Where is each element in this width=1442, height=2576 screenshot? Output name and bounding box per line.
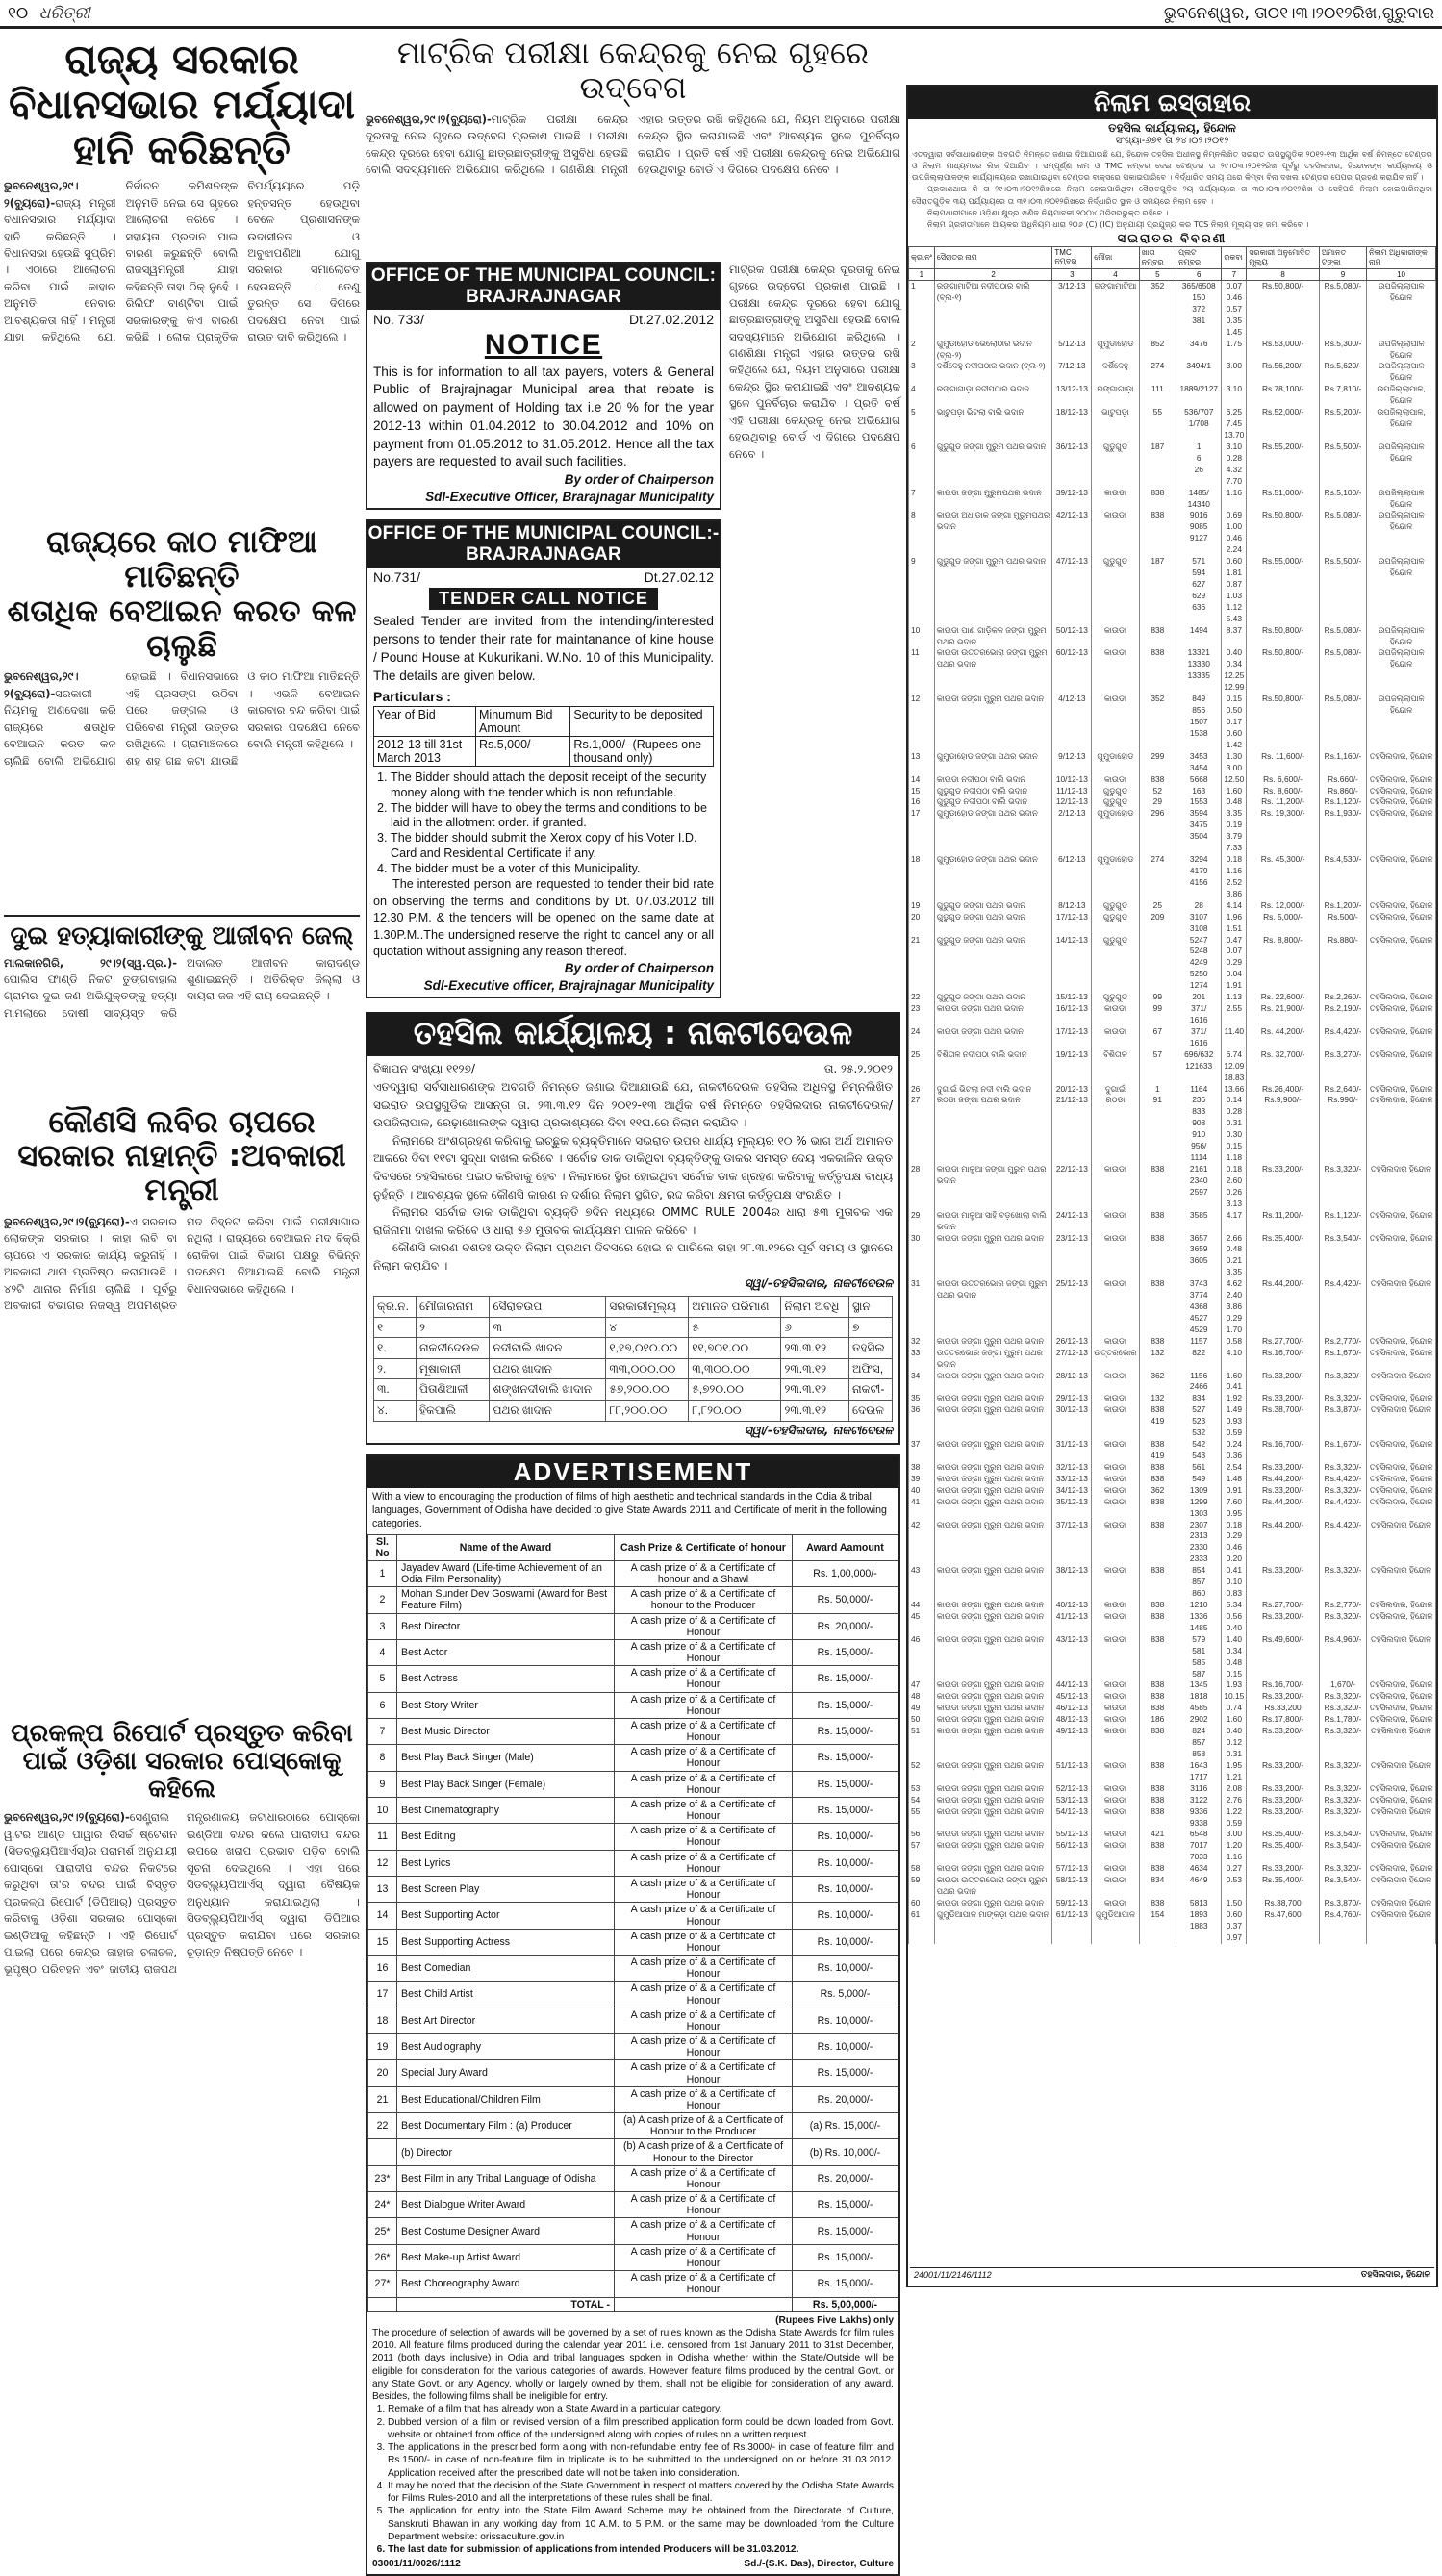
right-column	[906, 37, 1438, 2280]
notice-date: ତା. ୨୫.୨.୨୦୧୨	[823, 1062, 893, 1076]
signatory: Sdl-Executive officer, Brajrajnagar Municipality	[423, 977, 714, 993]
table-row: 13 Best Screen Play A cash prize of & a Certificate of Honour Rs. 10,000/-	[368, 1877, 898, 1903]
table-row: 3 ଦର୍ଶିଦେହୁ ନଦୀପଠାର ଭଦାନ (ବ୍ଲ-୨) 7/12-13 ଦର୍ଶିଦେହୁ 274 3494/1 3.00 Rs.56,200/- Rs.5,620/- ଉପଜିଲ୍ଲାପାଳ ହିନ୍ଦୋଳ	[909, 361, 1436, 384]
article-body: ଭୁବନେଶ୍ୱର,୨୯।୨(ବ୍ୟୁରୋ)-ମାଟ୍ରିକ ପରୀକ୍ଷା କେନ୍ଦ୍ର ଦୂରତାକୁ ନେଇ ଗୃହରେ ଉଦ୍‌ବେଗ ପ୍ରକାଶ ପାଇଛି । ପରୀକ୍ଷା କେନ୍ଦ୍ର ଦୂରରେ ହେବା ଯୋଗୁ ଛାତ୍ରଛାତ୍ରୀଙ୍କୁ ଅସୁବିଧା ହେଉଛି ବୋଲି ସଦସ୍ୟମାନେ ଅଭିଯୋଗ କରିଥିଲେ । ଗଣଶିକ୍ଷା ମନ୍ତ୍ରୀ ଏହାର ଉତ୍ତର ରଖି କହିଥିଲେ ଯେ, ନିୟମ ଅନୁସାରେ ପରୀକ୍ଷା କେନ୍ଦ୍ର ସ୍ଥିର କରାଯାଇଛି ଏବଂ ଆବଶ୍ୟକ ସ୍ଥଳେ ପୁନର୍ବିଚାର କରାଯିବ । ପ୍ରତି ବର୍ଷ ଏହି ପରୀକ୍ଷା କେନ୍ଦ୍ରକୁ ନେଇ ଅଭିଯୋଗ ହେଉଥିବାରୁ ବୋର୍ଡ ଏ ଦିଗରେ ପଦକ୍ଷେପ ନେବେ ।	[366, 112, 900, 177]
table-row: 43 କାଉଡା ଜଙ୍ଗା ମୁରୁମ ପଥର ଭଦାନ 38/12-13 କାଉଡା 838 854 857 860 0.41 0.10 0.83 Rs.33,200/- Rs.3,320/- ତହସିଲଦାର ହିନ୍ଦୋଳ	[909, 1565, 1436, 1600]
table-row: 39 କାଉଡା ଜଙ୍ଗା ମୁରୁମ ପଥର ଭଦାନ 33/12-13 କାଉଡା 838 549 1.48 Rs.44,200/- Rs.4,420/- ତହସିଲଦାର, ହିନ୍ଦୋଳ	[909, 1474, 1436, 1485]
table-row: 23 କାଉଡା ଜଙ୍ଗା ପଥର ଭଦାନ 16/12-13 କାଉଡା 99 371/ 1616 2.55 Rs. 21,900/- Rs.2,190/- ତହସିଲଦାର, ହିନ୍ଦୋଳ	[909, 1003, 1436, 1026]
bid-table	[373, 706, 714, 767]
middle-column	[366, 35, 900, 2570]
headline: ରାଜ୍ୟ ସରକାର ବିଧାନସଭାର ମର୍ଯ୍ୟାଦା ହାନି କରିଛନ୍ତି	[8, 36, 356, 174]
table-row: 32 କାଉଡା ଜଙ୍ଗା ମୁରୁମ ପଥର ଭଦାନ 26/12-13 କାଉଡା 838 1157 0.58 Rs.27,700/- Rs.2,770/- ତହସିଲଦାର, ହିନ୍ଦୋଳ	[909, 1336, 1436, 1348]
particulars-label: Particulars :	[373, 689, 451, 705]
table-header-row: କ୍ର.ନଂ ସୈରାତର ନାମ TMC ନମ୍ବର ମୌଜା ଖାତା ନମ୍ବର ପ୍ଲଟ ନମ୍ବର ରକବା ସରକାରୀ ଅନୁମୋଦିତ ମୂଲ୍ୟ ଅମାନତ ଟଙ୍କା ନିଲାମ ଅଧିକାରୀଙ୍କ ନାମ	[909, 246, 1436, 268]
left-news-column	[4, 37, 360, 2249]
table-row: 15 ଗୁଡୁଗୁଡ ନଦୀପଠା ବାଲି ଭଦାନ 11/12-13 ଗୁଡୁଗୁଡ 52 163 1.60 Rs. 8,600/- Rs.860/- ତହସିଲଦାର, ହିନ୍ଦୋଳ	[909, 786, 1436, 797]
notice-meta	[373, 569, 714, 585]
table-row: 10 କାଉଡା ପାଣ ଗାଡ଼ିକଳ ଜଙ୍ଗା ମୁରୁମ ପଥର ଭଦାନ 50/12-13 କାଉଡା 838 1494 8.37 Rs.50,800/- Rs.5,080/- ଉପଜିଲ୍ଲାପାଳ ହିନ୍ଦୋଳ	[909, 625, 1436, 648]
table-row: 41 କାଉଡା ଜଙ୍ଗା ମୁରୁମ ପଥର ଭଦାନ 35/12-13 କାଉଡା 838 1299 1303 7.60 0.95 Rs.44,200/- Rs.4,420/- ତହସିଲଦାର, ହିନ୍ଦୋଳ	[909, 1497, 1436, 1520]
table-row: ୩. ପିତାଣିଆଳୀ ଶଙ୍ଖନଦୀବାଲି ଖାଦାନ ୫୭,୨୦୦.୦୦ ୫,୭୨୦.୦୦ ୨୩.୩.୧୨ ନାକଟୀ-	[374, 1379, 893, 1401]
table-row: 34 କାଉଡା ଜଙ୍ଗା ମୁରୁମ ପଥର ଭଦାନ 28/12-13 କାଉଡା 362 1156 2466 1.60 0.41 Rs.33,200/- Rs.3,320/- ତହସିଲଦାର ହିନ୍ଦୋଳ	[909, 1371, 1436, 1394]
paragraph: ନିଲାମରେ ଅଂଶଗ୍ରହଣ କରିବାକୁ ଇଚ୍ଛୁକ ବ୍ୟକ୍ତିମାନେ ସଇରାତ ଉପର ଧାର୍ଯ୍ୟ ମୂଲ୍ୟର ୧୦ % ଭାଗ ଅର୍ଥ ଅମାନତ ଆକରେ ଦିବା ୧୧ଟା ସୁଦ୍ଧା ଦାଖଲ କରିବେ । ସର୍ବୋଚ୍ଚ ଡାକ ଡାକିଥିବା ବ୍ୟକ୍ତିଙ୍କୁ ଡାକର ସମସ୍ତ ଦେୟ ଏକକାଳିନ ଉକ୍ତ ଦିବସରେ ତହସିଲରେ ପଇଠ କରିବାକୁ ହେବ । ନିଲାମରେ ସ୍ଥିର ହୋଇଥିବା ସର୍ବୋଚ୍ଚ ଡାକ ଗ୍ରହଣ କରିବାକୁ କର୍ତ୍ତୃପକ୍ଷ ବାଧ୍ୟ ନୁହଁନ୍ତି । ଆବଶ୍ୟକ ସ୍ଥଳେ କୌଣସି କାରଣ ନ ଦର୍ଶାଇ ନିଲାମ ସ୍ଥଗିତ, ରଦ୍ଦ କରିବା କ୍ଷମତା କର୍ତ୍ତୃପକ୍ଷ ସଂରକ୍ଷିତ ।	[373, 1133, 893, 1201]
office-title: OFFICE OF THE MUNICIPAL COUNCIL:- BRAJRAJNAGAR	[367, 521, 720, 568]
story-continued: ମାଟ୍ରିକ ପରୀକ୍ଷା କେନ୍ଦ୍ର ଦୂରତାକୁ ନେଇ ଗୃହରେ ଉଦ୍‌ବେଗ ପ୍ରକାଶ ପାଇଛି । ପରୀକ୍ଷା କେନ୍ଦ୍ର ଦୂରରେ ହେବା ଯୋଗୁ ଛାତ୍ରଛାତ୍ରୀଙ୍କୁ ଅସୁବିଧା ହେଉଛି ବୋଲି ସଦସ୍ୟମାନେ ଅଭିଯୋଗ କରିଥିଲେ । ଗଣଶିକ୍ଷା ମନ୍ତ୍ରୀ ଏହାର ଉତ୍ତର ରଖି କହିଥିଲେ ଯେ, ନିୟମ ଅନୁସାରେ ପରୀକ୍ଷା କେନ୍ଦ୍ର ସ୍ଥିର କରାଯାଇଛି ଏବଂ ଆବଶ୍ୟକ ସ୍ଥଳେ ପୁନର୍ବିଚାର କରାଯିବ । ପ୍ରତି ବର୍ଷ ଏହି ପରୀକ୍ଷା କେନ୍ଦ୍ରକୁ ନେଇ ଅଭିଯୋଗ ହେଉଥିବାରୁ ବୋର୍ଡ ଏ ଦିଗରେ ପଦକ୍ଷେପ ନେବେ ।	[729, 262, 900, 461]
notice-number: No.731/	[373, 569, 421, 586]
table-row: 4 Best Actor A cash prize of & a Certificate of Honour Rs. 15,000/-	[368, 1639, 898, 1665]
table-row: 3 Best Director A cash prize of & a Certificate of Honour Rs. 20,000/-	[368, 1613, 898, 1639]
notice-number: No. 733/	[373, 311, 424, 327]
table-row: 22 ଗୁଡୁଗୁଡ ଜଙ୍ଗା ପଥର ଭଦାନ 15/12-13 ଗୁଡୁଗୁଡ 99 201 1.13 Rs. 22,600/- Rs.2,260/- ତହସିଲଦାର, ହିନ୍ଦୋଳ	[909, 992, 1436, 1003]
table-row: 57 କାଉଡା ଜଙ୍ଗା ମୁରୁମ ପଥର ଭଦାନ 56/12-13 କାଉଡା 838 7017 7033 1.20 1.16 Rs.35,400/- Rs.3,540/- ତହସିଲଦାର ହିନ୍ଦୋଳ	[909, 1840, 1436, 1863]
list-item: 5. The application for entry into the State Film Award Scheme may be obtained from the Directorate of Culture, Sanskruti Bhawan in any working day from 10 A.M. to 5 P.M. or the same may be downloaded from the Culture Department website: orissaculture.gov.in	[388, 2505, 894, 2543]
headline: ସରକାର ନାହାନ୍ତି :ଅବକାରୀ ମନ୍ତ୍ରୀ	[17, 1137, 346, 1209]
headline: ଦୁଇ ହତ୍ୟାକାରୀଙ୍କୁ ଆଜୀବନ ଜେଲ୍	[10, 922, 354, 951]
headline: ଶତାଧିକ ବେଆଇନ କରତ କଳ ଚାଲୁଛି	[7, 592, 357, 664]
signatory: ସ୍ୱା/-ତହସିଲଦାର, ନାକଟୀଦେଉଳ	[744, 1423, 893, 1437]
table-row: 21 ଗୁଡୁଗୁଡ ଜଙ୍ଗା ପଥର ଭଦାନ 14/12-13 ଗୁଡୁଗୁଡ 5247 5248 4249 5250 1274 0.47 0.07 0.29 0.04 1.91 Rs. 8,800/- Rs.880/- ତହସିଲଦାର, ହିନ୍ଦୋଳ	[909, 935, 1436, 993]
table-row: 53 କାଉଡା ଜଙ୍ଗା ମୁରୁମ ପଥର ଭଦାନ 52/12-13 କାଉଡା 838 3116 2.08 Rs.33,200/- Rs.3,320/- ତହସିଲଦାର, ହିନ୍ଦୋଳ	[909, 1783, 1436, 1795]
table-row: 60 କାଉଡା ଜଙ୍ଗା ମୁରୁମ ପଥର ଭଦାନ 59/12-13 କାଉଡା 838 5813 1.50 Rs.38,700 Rs.3,870/- ତହସିଲଦାର ହିନ୍ଦୋଳ	[909, 1898, 1436, 1909]
divider	[4, 915, 360, 917]
story-timber-mafia	[4, 525, 360, 909]
table-header-row: Sl. No Name of the Award Cash Prize & Certificate of honour Award Aamount	[368, 1534, 898, 1560]
holding-tax-notice	[366, 262, 721, 511]
table-row: 52 କାଉଡା ଜଙ୍ଗା ମୁରୁମ ପଥର ଭଦାନ 51/12-13 କାଉଡା 838 1643 1717 1.95 1.21 Rs.33,200/- Rs.3,320/- ତହସିଲଦାର ହିନ୍ଦୋଳ	[909, 1760, 1436, 1783]
advertisement-intro: With a view to encouraging the production of films of high aesthetic and technical standards in the Odia & tribal languages, Government of Odisha have decided to give State Awards 2011 and Certificate of merit in the following categories.	[372, 1491, 887, 1529]
paragraph: ପ୍ରକାଶଥାଉ କି ତା ୨୯।୦୩।୨୦୧୨ରିଖରେ ନିଲାମ ହୋଇପାରିଥିବା ସୈରାତଗୁଡ଼ିକ ୨ୟ ପର୍ଯ୍ୟାୟରେ ତା ୩୦।୦୩।୨୦୧୨ରିଖ ଓ ସେହିପରି ନିଲାମ ହୋଇପାରିନଥିବା ସୈରାତଗୁଡ଼ିକ ୩ୟ ପର୍ଯ୍ୟାୟରେ ତା ୩୧।୦୩।୨୦୧୨ରିଖରେ ନିର୍ଦ୍ଧାରିତ ସ୍ଥାନ ଓ ସମୟରେ ନିଲାମ ହେବ ।	[912, 184, 1432, 206]
table-row: 31 କାଉଡା ଉତ୍ତରଭୋର ଜଙ୍ଗା ମୁରୁମ ପଥର ଭଦାନ 25/12-13 କାଉଡା 838 3743 3774 4368 4527 4529 4.62 2.40 3.86 0.29 1.70 Rs.44,200/- Rs.4,420/- ତହସିଲଦାର ହିନ୍ଦୋଳ	[909, 1278, 1436, 1336]
table-row: 46 କାଉଡା ଜଙ୍ଗା ମୁରୁମ ପଥର ଭଦାନ 43/12-13 କାଉଡା 838 579 581 585 587 1.40 0.34 0.48 0.15 Rs.49,600/- Rs.4,960/- ତହସିଲଦାର ହିନ୍ଦୋଳ	[909, 1634, 1436, 1680]
issue-dateline: ଭୁବନେଶ୍ୱର, ତା୦୧।୩।୨୦୧୨ରିଖ,ଗୁରୁବାର	[1163, 4, 1434, 23]
signatory: ସ୍ୱା/-ତହସିଲଦାର, ନାକଟୀଦେଉଳ	[744, 1276, 893, 1291]
table-row: 38 କାଉଡା ଜଙ୍ଗା ମୁରୁମ ପଥର ଭଦାନ 32/12-13 କାଉଡା 838 561 2.54 Rs.33,200/- Rs.3,320/- ତହସିଲଦାର, ହିନ୍ଦୋଳ	[909, 1462, 1436, 1474]
list-item: 4. It may be noted that the decision of the State Government in respect of matters covered by the Odisha State Awards for Films Rules-2010 and all the interpretations of these rules shall be final.	[388, 2480, 894, 2506]
story-assembly-dignity	[4, 37, 360, 519]
table-row: 4 ରଙ୍ଗାଗାଡ଼ା ନଦୀପଠାର ଭଦାନ 13/12-13 ରଙ୍ଗାଗାଡ଼ା 111 1889/2127 3.10 Rs.78,100/- Rs.7,810/- ଉପଜିଲ୍ଲାପାଳ, ହିନ୍ଦୋଳ	[909, 384, 1436, 407]
reference-number: 24001/11/2146/1112	[914, 2270, 992, 2280]
conditions-list	[373, 770, 714, 876]
paragraph: ନିଲାମ ଗ୍ରହୀତାମାନେ ଆୟକର ଅଧିନିୟମ ଧାରା ୨୦୬ (C) (IC) ଅନୁଯାୟୀ ପ୍ରଯୁଜ୍ୟ କର TCS ନିଲାମ ମୂଲ୍ୟ ସହ ଜମା କରିବେ ।	[927, 218, 1309, 229]
table-row: 25* Best Costume Designer Award A cash prize of & a Certificate of Honour Rs. 15,000/-	[368, 2218, 898, 2244]
table-row: 42 କାଉଡା ଜଙ୍ଗା ମୁରୁମ ପଥର ଭଦାନ 37/12-13 କାଉଡା 838 2307 2313 2330 2333 0.18 0.29 0.46 0.20 Rs.44,200/- Rs.4,420/- ତହସିଲଦାର ହିନ୍ଦୋଳ	[909, 1520, 1436, 1566]
list-item: 3. The bidder should submit the Xerox copy of his Voter I.D. Card and Residential Certificate if any.	[391, 831, 714, 861]
procedure-text: The procedure of selection of awards will be governed by a set of rules known as the Odisha State Awards for film rules 2010. All feature films produced during the calendar year 2011 i.e. censored from 1st January 2011 to 31st December, 2011 (both days inclusive) in Odia and tribal languages spoken in Odisha whether within the State/Outside will be eligible for consideration for the various categories of awards. However feature films produced by the central Govt. or any State Govt. or any Agency, wholly or largely owned by them, shall not be eligible for consideration of any award. Besides, the following films shall be ineligible for entry.	[372, 2327, 894, 2403]
paragraph: ଏତଦ୍ୱାରା ସର୍ବସାଧାରଣଙ୍କ ଅବଗତି ନିମନ୍ତେ ଜଣାଇ ଦିଆଯାଉଛି ଯେ, ହିନ୍ଦୋଳ ତହସିଲ ଅଧୀନସ୍ଥ ନିମ୍ନଲିଖିତ ସଇରାତ ଉପସ୍ଥଗୁଡିକ ୨୦୧୨-୧୩ ଆର୍ଥିକ ବର୍ଷ ନିମନ୍ତେ ଟେଣ୍ଡର ଓ ନିଲାମ ମାଧ୍ୟମରେ ଲିଜ୍ ଦିଆଯିବ । ସମ୍ପୂର୍ଣ୍ଣ ନାମ ଓ TMC ନମ୍ବର ଦେଇ ଟେଣ୍ଡର ତା ୨୯।୦୩।୨୦୧୨ରିଖ ପୂର୍ବରୁ ତହସିଲଦାର, ହିନ୍ଦୋଳଙ୍କ କାର୍ଯ୍ୟାଳୟ ଓ ଉପଜିଲ୍ଲାପାଳଙ୍କ କାର୍ଯ୍ୟାଳୟରେ ରଖାଯାଇଥିବା ଟେଣ୍ଡର ବାକ୍ସରେ ପକାଇପାରିବେ । ନିର୍ଦ୍ଧାରିତ ସମୟ ପରେ କିମ୍ବା ବିନା ଦଖଲ ଟେଣ୍ଡର ପେପର ଗ୍ରହଣ କରାଯିବ ନାହିଁ ।	[912, 149, 1432, 183]
order-line: By order of Chairperson	[564, 961, 714, 976]
table-row: 15 Best Supporting Actress A cash prize of & a Certificate of Honour Rs. 10,000/-	[368, 1929, 898, 1955]
table-row: 25 ବିଶିତାଳ ନଦୀପଠା ବାଲି ଭଦାନ 19/12-13 ବିଶିତାଳ 57 696/632 121633 6.74 12.09 18.83 Rs. 32,700/- Rs.3,270/- ତହସିଲଦାର, ହିନ୍ଦୋଳ	[909, 1049, 1436, 1084]
notice-body: Sealed Tender are invited from the intending/interested persons to tender their rate for maintanance of kine house / Pound House at Kukurikani. W.No. 10 of this Municipality. The details are given below.	[373, 614, 714, 683]
table-row: 45 କାଉଡା ଜଙ୍ଗା ମୁରୁମ ପଥର ଭଦାନ 41/12-13 କାଉଡା 838 1336 1485 0.56 0.40 Rs.33,200/- Rs.3,320/- ତହସିଲଦାର, ହିନ୍ଦୋଳ	[909, 1611, 1436, 1634]
list-item: 1. The Bidder should attach the deposit receipt of the security money along with the tender which is non refundable.	[391, 770, 714, 800]
total-label: TOTAL -	[397, 2297, 615, 2311]
notice-body: This is for information to all tax payers, voters & General Public of Brajrajnagar Municipal area that rebate is allowed on payment of Holding tax i.e 20 % for the year 2012-13 within 01.04.2012 to 30.04.2012 and 10% on payment from 01.05.2012 to 31.05.2012. Hence all the tax payers are requested to avail such facilities.	[373, 364, 714, 469]
table-row: 56 କାଉଡା ଜଙ୍ଗା ମୁରୁମ ପଥର ଭଦାନ 55/12-13 କାଉଡା 421 6548 3.00 Rs.35,400/- Rs.3,540/- ତହସିଲଦାର, ହିନ୍ଦୋଳ	[909, 1829, 1436, 1840]
awards-table	[367, 1534, 898, 2312]
table-row: 19 Best Audiography A cash prize of & a Certificate of Honour Rs. 10,000/-	[368, 2034, 898, 2060]
list-item: 6. The last date for submission of applications from intended Producers will be 31.03.2012.	[388, 2543, 894, 2556]
table-row: 40 କାଉଡା ଜଙ୍ଗା ମୁରୁମ ପଥର ଭଦାନ 34/12-13 କାଉଡା 362 1309 0.91 Rs.33,200/- Rs.3,320/- ତହସିଲଦାର, ହିନ୍ଦୋଳ	[909, 1485, 1436, 1497]
table-row: 13 ଗୁମୁଡାହୋଡ ଜଙ୍ଗା ପଥର ଭଦାନ 9/12-13 ଗୁମୁଡାହୋଡ 299 3453 3454 1.30 3.00 Rs. 11,600/- Rs.1,160/- ତହସିଲଦାର, ହିନ୍ଦୋଳ	[909, 751, 1436, 774]
auction-table	[373, 1296, 893, 1422]
table-row: 8 Best Play Back Singer (Male) A cash prize of & a Certificate of Honour Rs. 15,000/-	[368, 1745, 898, 1771]
notice-title: ନିଲାମ ଇସ୍ତାହାର	[908, 87, 1436, 119]
table-row: 12 କାଉଡା ଜଙ୍ଗା ମୁରୁମ ପଥର ଭଦାନ 4/12-13 କାଉଡା 352 849 856 1507 1538 0.15 0.50 0.17 0.60 1.42 Rs.50,800/- Rs.5,080/- ଉପଜିଲ୍ଲାପାଳ ହିନ୍ଦୋଳ	[909, 694, 1436, 751]
office-title: OFFICE OF THE MUNICIPAL COUNCIL: BRAJRAJNAGAR	[367, 264, 720, 310]
table-row: ୨. ମୂଷାକାନୀ ପଥର ଖାଦାନ ୩୩,୦୦୦.୦୦ ୩,୩୦୦.୦୦ ୨୩.୩.୧୨ ଅଫିସ,	[374, 1358, 893, 1379]
article-body: ଭୁବନେଶ୍ୱର,୨୯।୨(ବ୍ୟୁରୋ)-ସେଣ୍ଟ୍ରାଲ ୱାଟର ଆଣ୍ଡ ପାୱାର ରିସର୍ଚ୍ଚ ଷ୍ଟେଶନ (ସିଡବ୍ଲ୍ୟୁପିଆର୍ଏସ୍)ର ପରାମର୍ଶ ଅନୁଯାୟୀ ପୋସ୍କୋ ପାରାଦୀପ ବନ୍ଦର ନିକଟରେ କରୁଥିବା ତା'ର ବନ୍ଦର ପାଇଁ ବିସ୍ତୃତ ପ୍ରକଳ୍ପ ରିପୋର୍ଟ (ଡିପିଆର୍) ପ୍ରସ୍ତୁତ କରିବାକୁ ଓଡ଼ିଶା ସରକାର ପୋସ୍କୋ ଇଣ୍ଡିଆକୁ କହିଛନ୍ତି । ଏହି ରିପୋର୍ଟ ପାଇଲା ପରେ କେନ୍ଦ୍ର ଜାହାଜ ଚଳାଚଳ, ଭୂପୃଷ୍ଠ ପରିବହନ ଏବଂ ଜାତୀୟ ରାଜପଥ ମନ୍ତ୍ରଣାଳୟ ଜଟାଧାରଠାରେ ପୋସ୍କୋ ଇଣ୍ଡିଆ ବନ୍ଦର କଲେ ପାରାଦୀପ ବନ୍ଦର ଉପରେ ଖରାପ ପ୍ରଭାବ ପଡ଼ିବ ବୋଲି ସୂଚନା ଦେଇଥିଲେ । ଏହା ପରେ ସିଡବ୍ଲ୍ୟୁପିଆର୍ଏସ୍ ଦ୍ୱାରା ବୈଷୟିକ ଅନୁଧ୍ୟାନ କରାଯାଇଥିଲା । ସିଡବ୍ଲ୍ୟୁପିଆର୍ଏସ୍ ଦ୍ୱାରା ଡିପିଆର ପ୍ରସ୍ତୁତ କରାଯିବା ପରେ ସରକାର ଚୂଡ଼ାନ୍ତ ନିଷ୍ପତ୍ତି ନେବେ ।	[4, 1810, 360, 1976]
table-row: 2 Mohan Sunder Dev Goswami (Award for Best Feature Film) A cash prize of & a Certificate of honour to the Producer Rs. 50,000/-	[368, 1587, 898, 1613]
table-row: 20 ଗୁଡୁଗୁଡ ଜଙ୍ଗା ପଥର ଭଦାନ 17/12-13 ଗୁଡୁଗୁଡ 209 3107 3108 1.96 1.51 Rs. 5,000/- Rs.500/- ତହସିଲଦାର, ହିନ୍ଦୋଳ	[909, 912, 1436, 935]
office-name: ତହସିଲ କାର୍ଯ୍ୟାଳୟ, ହିନ୍ଦୋଳ	[1108, 121, 1236, 135]
list-item: 2. Dubbed version of a film or revised version of a film prescribed application form could be down loaded from Govt. website or obtained from office of the undersigned along with copies of rules on a written request.	[388, 2416, 894, 2442]
table-row: 44 କାଉଡା ଜଙ୍ଗା ମୁରୁମ ପଥର ଭଦାନ 40/12-13 କାଉଡା 838 1210 5.34 Rs.27,700/- Rs.2,770/- ତହସିଲଦାର, ହିନ୍ଦୋଳ	[909, 1600, 1436, 1611]
story-life-imprisonment	[4, 922, 360, 1099]
table-row: 5 ଭାଟୁପଡ଼ା ଭିଟଲା ବାଲି ଭଦାନ 18/12-13 ଭାଟୁପଡ଼ା 55 536/707 1/708 6.25 7.45 13.70 Rs.52,000/- Rs.5,200/- ଉପଜିଲ୍ଲାପାଳ, ହିନ୍ଦୋଳ	[909, 407, 1436, 442]
table-row: 12 Best Lyrics A cash prize of & a Certificate of Honour Rs. 10,000/-	[368, 1850, 898, 1876]
table-row: 36 କାଉଡା ଜଙ୍ଗା ମୁରୁମ ପଥର ଭଦାନ 30/12-13 କାଉଡା 838 419 527 523 532 1.49 0.93 0.59 Rs.38,700/- Rs.3,870/- ତହସିଲଦାର ହିନ୍ଦୋଳ	[909, 1404, 1436, 1439]
notice-title: NOTICE	[484, 328, 603, 361]
table-row: 10 Best Cinematography A cash prize of & a Certificate of Honour Rs. 15,000/-	[368, 1797, 898, 1823]
order-line: By order of Chairperson	[564, 472, 714, 488]
table-row: 18 ଗୁମୁଡାହୋଡ ଜଙ୍ଗା ପଥର ଭଦାନ 6/12-13 ଗୁମୁଡାହୋଡ 274 3294 4179 4156 0.18 1.16 2.52 3.86 Rs. 45,300/- Rs.4,530/- ତହସିଲଦାର, ହିନ୍ଦୋଳ	[909, 854, 1436, 900]
signatory: Sdl-Executive Officer, Brarajnagar Municipality	[425, 489, 714, 504]
hindol-auction-notice	[906, 85, 1438, 2287]
table-row: 23* Best Film in any Tribal Language of Odisha A cash prize of & a Certificate of Honour Rs. 20,000/-	[368, 2165, 898, 2191]
notice-date: Dt.27.02.2012	[629, 311, 714, 327]
eligibility-points	[372, 2403, 894, 2556]
reference-number: 03001/11/0026/1112	[372, 2559, 461, 2570]
list-item: 4. The bidder must be a voter of this Municipality.	[391, 862, 714, 877]
table-row: 35 କାଉଡା ଜଙ୍ଗା ମୁରୁମ ପଥର ଭଦାନ 29/12-13 କାଉଡା 132 834 1.92 Rs.33,200/- Rs.3,320/- ତହସିଲଦାର, ହିନ୍ଦୋଳ	[909, 1393, 1436, 1404]
advertisement-number: ବିଜ୍ଞାପନ ସଂଖ୍ୟା ୧୧୨୭/	[373, 1062, 475, 1076]
table-row: 11 କାଉଡା ଉତ୍ତରଭୋରା ଜଙ୍ଗା ମୁରୁମ ପଥର ଭଦାନ 60/12-13 କାଉଡା 838 13321 13330 13335 0.40 0.34 12.25 12.99 Rs.50,800/- Rs.5,080/- ଉପଜିଲ୍ଲାପାଳ ହିନ୍ଦୋଳ	[909, 647, 1436, 694]
article-body: ଭୁବନେଶ୍ୱର,୨୯।୨(ବ୍ୟୁରୋ)-ରାଜ୍ୟ ମନ୍ତ୍ରୀ ବିଧାନସଭାର ମର୍ଯ୍ୟାଦା ହାନି କରିଛନ୍ତି । ବିଧାନସଭା ହେଉଛି ସୁପ୍ରିମ । ଏଠାରେ ଆଲୋଚନା କରିବା ପାଇଁ କାହାର ଅନୁମତି ନେବାର ଆବଶ୍ୟକତା ନାହିଁ । ମନ୍ତ୍ରୀ ଯାହା କହିଥିଲେ ଯେ, ନିର୍ବାଚନ କମିଶନଙ୍କ ଅନୁମତି ନେଇ ସେ ଗୃହରେ ଆଲୋଚନା କରିବେ । ସହାୟତା ପ୍ରଦାନ ପାଇ ବାରଣ କରୁଛନ୍ତି ବୋଲି ରାଜସ୍ୱମନ୍ତ୍ରୀ ଯାହା କହିଛନ୍ତି ତାହା ଠିକ୍ ନୁହେଁ । ରିଲିଫ ବାଣ୍ଟିବା ପାଇଁ ସରକାରଙ୍କୁ କିଏ ବାରଣ କରିଛି । ଲୋକ ପ୍ରାକୃତିକ ବିପର୍ଯ୍ୟୟରେ ପଡ଼ି ହନ୍ତସନ୍ତ ହେଉଥିବା ବେଳେ ପ୍ରଶାସନଙ୍କ ଉଦାସୀନତା ଓ ଅବୁଝାପଣିଆ ଯୋଗୁ ସରକାର ସମାଲୋଚିତ ହେଉଛନ୍ତି । ତେଣୁ ତୁରନ୍ତ ସେ ଦିଗରେ ପଦକ୍ଷେପ ନେବା ପାଇଁ ରାଉତ ଦାବି କରିଥିଲେ ।	[4, 179, 360, 344]
table-header-row: କ୍ର.ନ. ମୌଜାରନାମ ସୈରାତଉପ ସରକାରୀମୂଲ୍ୟ ଅମାନତ ପରିମାଣ ନିଲାମ ଅବଧି ସ୍ଥାନ	[374, 1297, 893, 1318]
table-row: 24 କାଉଡା ଜଙ୍ଗା ପଥର ଭଦାନ 17/12-13 କାଉଡା 67 371/ 1616 11.40 Rs. 44,200/- Rs.4,420/- ତହସିଲଦାର, ହିନ୍ଦୋଳ	[909, 1026, 1436, 1049]
table-row: 2 ଗୁମୁଡାହୋଡ ଭେଲୋଠାର ଭଦାନ (ବ୍ଲ-୨) 5/12-13 ଗୁମୁଡାହୋଡ 852 3476 1.75 Rs.53,000/- Rs.5,300/- ଉପଜିଲ୍ଲାପାଳ ହିନ୍ଦୋଳ	[909, 339, 1436, 362]
table-row: 59 କାଉଡା ଉତ୍ତରଭୋରା ଜଙ୍ଗା ମୁରୁମ ପଥର ଭଦାନ 58/12-13 କାଉଡା 834 4649 0.53 Rs.35,400/- Rs.3,540/- ତହସିଲଦାର ହିନ୍ଦୋଳ	[909, 1875, 1436, 1898]
table-row: 14 କାଉଡା ନଦୀପଠା ବାଲି ଭଦାନ 10/12-13 କାଉଡା 838 5668 12.50 Rs. 6,600/- Rs.660/- ତହସିଲଦାର, ହିନ୍ଦୋଳ	[909, 774, 1436, 786]
article-body: ଭୁବନେଶ୍ୱର,୨୯।୨(ବ୍ୟୁରୋ)-ଏ ସରକାର ଲୋକଙ୍କ ସରକାର । କାହା ଲବି ବା ଚାପରେ ଏ ସରକାର କାର୍ଯ୍ୟ କରୁନାହିଁ । ଅବକାରୀ ଥାନା ପ୍ରତିଷ୍ଠା କରାଯାଉଛି । ୪୨ଟି ଥାନାର ନିର୍ମାଣ ଚାଲିଛି । ପୂର୍ବରୁ ଅବକାରୀ ବିଭାଗର ନିଜସ୍ୱ ଅପମିଶ୍ରିତ ମଦ ଚିହ୍ନଟ କରିବା ପାଇଁ ପରୀକ୍ଷାଗାର ନଥିଲା । ରାଜ୍ୟରେ ବେଆଇନ ମଦ ବିକ୍ରି ରୋକିବା ପାଇଁ ବିଭାଗ ପକ୍ଷରୁ ବିଭିନ୍ନ ପଦକ୍ଷେପ ନିଆଯାଇଛି ବୋଲି ମନ୍ତ୍ରୀ ବିଧାନସଭାରେ କହିଥିଲେ ।	[4, 1215, 360, 1313]
schedule-title: ସଇରାତର ବିବରଣୀ	[1117, 231, 1227, 246]
article-body: ଭୁବନେଶ୍ୱର,୨୯।୨(ବ୍ୟୁରୋ)-ସରକାରୀ ନିୟମକୁ ଅଣଦେଖା କରି ରାଜ୍ୟରେ ଶତାଧିକ ବେଆଇନ କରତ କଳ ଚାଲିଛି ବୋଲି ଅଭିଯୋଗ ହୋଇଛି । ବିଧାନସଭାରେ ଏହି ପ୍ରସଙ୍ଗ ଉଠିବା ପରେ ଜଙ୍ଗଲ ଓ ପରିବେଶ ମନ୍ତ୍ରୀ ଉତ୍ତର ରଖିଥିଲେ । ଗ୍ରାମାଞ୍ଚଳରେ ଶହ ଶହ ଗଛ କଟା ଯାଉଛି ଓ କାଠ ମାଫିଆ ମାତିଛନ୍ତି । ଏଭଳି ବେଆଇନ କାରବାର ବନ୍ଦ କରିବା ପାଇଁ ସରକାର ପଦକ୍ଷେପ ନେବେ ବୋଲି ମନ୍ତ୍ରୀ କହିଥିଲେ ।	[4, 669, 360, 768]
tender-call-notice	[366, 519, 721, 998]
auction-schedule-table	[908, 246, 1436, 1944]
table-row: 33 ଉତ୍ତରଭୋର ଜଙ୍ଗା ମୁରୁମ ପଥର ଭଦାନ 27/12-13 ଉତ୍ତରଭୋର 132 822 4.10 Rs.16,700/- Rs.1,670/- ତହସିଲଦାର, ହିନ୍ଦୋଳ	[909, 1348, 1436, 1371]
notice-title: ତହସିଲ କାର୍ଯ୍ୟାଳୟ : ନାକଟୀଦେଉଳ	[366, 1012, 900, 1056]
table-row: 26* Best Make-up Artist Award A cash prize of & a Certificate of Honour Rs. 15,000/-	[368, 2244, 898, 2270]
headline: ମାଟ୍ରିକ ପରୀକ୍ଷା କେନ୍ଦ୍ରକୁ ନେଇ ଗୃହରେ ଉଦ୍‌ବେଗ	[396, 35, 870, 106]
headline: ପ୍ରକଳ୍ପ ରିପୋର୍ଟ ପ୍ରସ୍ତୁତ କରିବା ପାଇଁ ଓଡ଼ିଶା ସରକାର ପୋସ୍କୋକୁ କହିଲେ	[11, 1719, 353, 1805]
table-row: 28 କାଉଡା ମାଳୁଆ ଜଙ୍ଗା ମୁରୁମ ପଥର ଭଦାନ 22/12-13 କାଉଡା 838 2161 2340 2597 0.18 2.60 0.26 3.13 Rs.33,200/- Rs.3,320/- ତହସିଲଦାର ହିନ୍ଦୋଳ	[909, 1164, 1436, 1210]
notice-date: Dt.27.02.12	[644, 569, 714, 586]
table-row: 27* Best Choreography Award A cash prize of & a Certificate of Honour Rs. 15,000/-	[368, 2271, 898, 2297]
table-row: 16 Best Comedian A cash prize of & a Certificate of Honour Rs. 10,000/-	[368, 1956, 898, 1982]
table-row: 14 Best Supporting Actor A cash prize of & a Certificate of Honour Rs. 10,000/-	[368, 1903, 898, 1929]
table-row: 18 Best Art Director A cash prize of & a Certificate of Honour Rs. 10,000/-	[368, 2008, 898, 2033]
table-row: 22 Best Documentary Film : (a) Producer (a) A cash prize of & a Certificate of Honour to the Producer (a) Rs. 15,000/-	[368, 2113, 898, 2139]
table-row: 6 Best Story Writer A cash prize of & a Certificate of Honour Rs. 15,000/-	[368, 1692, 898, 1718]
table-row: 58 କାଉଡା ଜଙ୍ଗା ମୁରୁମ ପଥର ଭଦାନ 57/12-13 କାଉଡା 838 4634 0.27 Rs.33,200/- Rs.3,320/- ତହସିଲଦାର, ହିନ୍ଦୋଳ	[909, 1863, 1436, 1875]
table-row: 17 ଗୁମୁଡାହୋଡ ଜଙ୍ଗା ପଥର ଭଦାନ 2/12-13 ଗୁମୁଡାହୋଡ 296 3594 3475 3504 3.35 0.19 3.79 7.33 Rs. 19,300/- Rs.1,930/- ତହସିଲଦାର, ହିନ୍ଦୋଳ	[909, 808, 1436, 854]
table-row: 1 Jayadev Award (Life-time Achievement of an Odia Film Personality) A cash prize of & a Certificate of honour and a Shawl Rs. 1,00,000/-	[368, 1560, 898, 1586]
list-item: 1. Remake of a film that has already won a State Award in a particular category.	[388, 2403, 894, 2415]
table-row: ୪. ହିକପାଲି ପଥର ଖାଦାନ ୮୮,୨୦୦.୦୦ ୮,୮୨୦.୦୦ ୨୩.୩.୧୨ ଦେଉଳ	[374, 1401, 893, 1422]
table-row: 50 କାଉଡା ଜଙ୍ଗା ମୁରୁମ ପଥର ଭଦାନ 48/12-13 କାଉଡା 186 2902 1.60 Rs.17,800/- Rs.1,780/- ତହସିଲଦାର, ହିନ୍ଦୋଳ	[909, 1714, 1436, 1726]
table-row: 16 ଗୁଡୁଗୁଡ ନଦୀପଠା ବାଲି ଭଦାନ 12/12-13 ଗୁଡୁଗୁଡ 29 1553 0.48 Rs. 11,200/- Rs.1,120/- ତହସିଲଦାର, ହିନ୍ଦୋଳ	[909, 796, 1436, 808]
table-row: 61 ଗୁମୁଡିଆପାଳ ମାଙ୍କଡ଼ା ପଥର ଭଦାନ 61/12-13 ଗୁମୁଡିଆପାଳ 154 1893 1883 0.60 0.37 0.97 Rs.47,600 Rs.4,760/- ତହସିଲଦାର ହିନ୍ଦୋଳ	[909, 1909, 1436, 1944]
list-item: 3. The applications in the prescribed form along with non-refundable entry fee of Rs.3000/- in case of feature film and Rs.1500/- in case of non-feature film in triplicate is to be submitted to the undersigned on or before 31.03.2012. Application received after the prescribed date will not be taken into consideration.	[388, 2441, 894, 2480]
tahasil-nakatideula-notice	[366, 1012, 900, 1445]
article-body: ମାଲକାନଗିରି, ୨୯।୨(ସ୍ୱ.ପ୍ର.)-ପୋଲିସ ଫାଣ୍ଡି ନିକଟ ତୁଙ୍ଗବାହାଲ ଗ୍ରାମର ଦୁଇ ଜଣ ଅଭିଯୁକ୍ତଙ୍କୁ ହତ୍ୟା ମାମଲାରେ ଦୋଷୀ ସାବ୍ୟସ୍ତ କରି ଅଦାଲତ ଆଜୀବନ କାରାଦଣ୍ଡ ଶୁଣାଇଛନ୍ତି । ଅତିରିକ୍ତ ଜିଲ୍ଲା ଓ ଦାୟରା ଜଜ ଏହି ରାୟ ଦେଇଛନ୍ତି ।	[4, 955, 360, 1020]
table-row: 54 କାଉଡା ଜଙ୍ଗା ମୁରୁମ ପଥର ଭଦାନ 53/12-13 କାଉଡା 838 3122 2.76 Rs.33,200/- Rs.3,320/- ତହସିଲଦାର, ହିନ୍ଦୋଳ	[909, 1795, 1436, 1806]
total-row	[368, 2297, 898, 2311]
notice-title: TENDER CALL NOTICE	[429, 588, 658, 610]
table-row: 51 କାଉଡା ଜଙ୍ଗା ମୁରୁମ ପଥର ଭଦାନ 49/12-13 କାଉଡା 838 824 857 858 0.40 0.12 0.31 Rs.33,200/- Rs.3,320/- ତହସିଲଦାର ହିନ୍ଦୋଳ	[909, 1726, 1436, 1760]
notice-number: ସଂଖ୍ୟା-୬୭୧ ତା ୨୪।୦୨।୨୦୧୨	[1115, 136, 1229, 146]
table-row: 30 କାଉଡା ଜଙ୍ଗା ମୁରୁମ ପଥର ଭଦାନ 23/12-13 କାଉଡା 838 3657 3659 3605 2.66 0.48 0.21 3.35 Rs.35,400/- Rs.3,540/- ତହସିଲଦାର, ହିନ୍ଦୋଳ	[909, 1233, 1436, 1279]
page-number: ୧୦	[8, 4, 29, 23]
kicker: ରାଜ୍ୟରେ କାଠ ମାଫିଆ ମାତିଛନ୍ତି	[46, 523, 317, 594]
table-row: 17 Best Child Artist A cash prize of & a Certificate of Honour Rs. 5,000/-	[368, 1982, 898, 2008]
paragraph: ନିଲାମଧାରୀମାନେ ଓଡ଼ିଶା କ୍ଷୁଦ୍ର ଖଣିଜ ନିୟମାବଳୀ ୨୦୦୪ ପରିସରଭୁକ୍ତ ରହିବେ ।	[927, 207, 1169, 217]
closing-text: The interested person are requested to tender their bid rate on observing the terms and conditions by Dt. 07.03.2012 till 12.30 P.M. & the tenders will be opened on the same date at 1.30P.M..The undersigned reserve the right to cancel any or all quotation without assigning any reason thereof.	[373, 877, 714, 958]
table-row: 7 Best Music Director A cash prize of & a Certificate of Honour Rs. 15,000/-	[368, 1718, 898, 1744]
film-awards-advertisement	[366, 1454, 900, 2575]
table-row: 27 ରଠଡା ଜଙ୍ଗା ପଥର ଭଦାନ 21/12-13 ରଠଡା 91 236 833 908 910 956/ 1114 0.14 0.28 0.31 0.30 0.15 1.18 Rs.9,900/- Rs.990/- ତହସିଲଦାର, ହିନ୍ଦୋଳ	[909, 1095, 1436, 1164]
notice-meta	[373, 312, 714, 327]
table-row: 37 କାଉଡା ଜଙ୍ଗା ମୁରୁମ ପଥର ଭଦାନ 31/12-13 କାଉଡା 838 419 542 543 0.24 0.36 Rs.16,700/- Rs.1,670/- ତହସିଲଦାର, ହିନ୍ଦୋଳ	[909, 1439, 1436, 1462]
advertisement-title: ADVERTISEMENT	[367, 1456, 898, 1488]
table-row: 49 କାଉଡା ଜଙ୍ଗା ମୁରୁମ ପଥର ଭଦାନ 46/12-13 କାଉଡା 838 4585 0.74 Rs.33,200 Rs.3,320/- ତହସିଲଦାର, ହିନ୍ଦୋଳ	[909, 1703, 1436, 1714]
page-folio	[8, 4, 90, 23]
paragraph: ଏତଦ୍ୱାରା ସର୍ବସାଧାରଣଙ୍କ ଅବଗତି ନିମନ୍ତେ ଜଣାଇ ଦିଆଯାଉଛି ଯେ, ନାକଟୀଦେଉଳ ତହସିଲ ଅଧିନସ୍ଥ ନିମ୍ନଲିଖିତ ସଇରାତ ଉପସ୍ଥଗୁଡିକ ଆସନ୍ତା ତା. ୨୩.୩.୧୨ ଦିନ ୨୦୧୨-୧୩ ଆର୍ଥିକ ବର୍ଷ ନିମନ୍ତେ ତହସିଲଦାର ନାକଟୀଦେଉଳ/ ଉପଜିଲାପାଳ, ରେଢ଼ାଖୋଲଙ୍କ ଦ୍ୱାରା ପ୍ରକାଶ୍ୟରେ ଦିବା ୧୧ଘ.ରେ ନିଲାମ କରାଯିବ ।	[373, 1079, 893, 1130]
total-in-words: (Rupees Five Lakhs) only	[775, 2314, 894, 2326]
masthead	[0, 0, 1442, 29]
story-excise-minister	[4, 1102, 360, 1714]
table-row: 6 ଗୁଡୁଗୁଡ ଜଙ୍ଗା ମୁରୁମ ପଥର ଭଦାନ 36/12-13 ଗୁଡୁଗୁଡ 187 1 6 26 3.10 0.28 4.32 7.70 Rs.55,200/- Rs.5,500/- ଉପଜିଲ୍ଲାପାଳ ହିନ୍ଦୋଳ	[909, 442, 1436, 488]
table-row: 55 କାଉଡା ଜଙ୍ଗା ମୁରୁମ ପଥର ଭଦାନ 54/12-13 କାଉଡା 838 9336 9338 1.22 0.59 Rs.33,200/- Rs.3,320/- ତହସିଲଦାର ହିନ୍ଦୋଳ	[909, 1806, 1436, 1830]
story-matric-exam	[366, 37, 900, 256]
table-row: 29 କାଉଡା ମାଳୁଆ ସାହି ବଡ଼ଖୋଲା ବାଲି ଭଦାନ 24/12-13 କାଉଡା 838 3585 4.17 Rs.11,200/- Rs.1,120/- ତହସିଲଦାର, ହିନ୍ଦୋଳ	[909, 1210, 1436, 1233]
kicker: କୌଣସି ଲବିର ଚାପରେ	[48, 1102, 316, 1140]
table-row: 9 ଗୁଡୁଗୁଡ ଜଙ୍ଗା ମୁରୁମ ପଥର ଭଦାନ 47/12-13 ଗୁଡୁଗୁଡ 187 571 594 627 629 636 0.60 1.81 0.87 1.03 1.12 5.43 Rs.55,000/- Rs.5,500/- ଉପଜିଲ୍ଲାପାଳ ହିନ୍ଦୋଳ	[909, 556, 1436, 625]
story-posco-report	[4, 1720, 360, 2233]
table-row: 9 Best Play Back Singer (Female) A cash prize of & a Certificate of Honour Rs. 15,000/-	[368, 1771, 898, 1797]
table-row: 20 Special Jury Award A cash prize of & a Certificate of Honour Rs. 15,000/-	[368, 2060, 898, 2086]
paragraph: ନିଲାମର ସର୍ବୋଚ୍ଚ ଡାକ ଡାକିଥିବା ବ୍ୟକ୍ତି ୭ଦିନ ମଧ୍ୟରେ OMMC RULE 2004ର ଧାରା ୫୩ ମୁତାବକ ଏକ ରାଜିନାମା ଦାଖଲ କରିବେ ଓ ଧାରା ୫୬ ମୁତାବକ କାର୍ଯ୍ୟକ୍ଷମ ପାଳନ କରିବେ ।	[373, 1205, 893, 1237]
table-row: 5 Best Actress A cash prize of & a Certificate of Honour Rs. 15,000/-	[368, 1666, 898, 1692]
table-row: 19 ଗୁଡୁଗୁଡ ଜଙ୍ଗା ପଥର ଭଦାନ 8/12-13 ଗୁଡୁଗୁଡ 25 28 4.14 Rs. 12,000/- Rs.1,200/- ତହସିଲଦାର, ହିନ୍ଦୋଳ	[909, 900, 1436, 912]
table-row: 8 କାଉଡା ଅଧାଡାକ ଜଙ୍ଗା ମୁରୁମପଥର ଭଦାନ 42/12-13 କାଉଡା 838 9016 9085 9127 0.69 1.00 0.46 2.24 Rs.50,800/- Rs.5,080/- ଉପଜିଲ୍ଲାପାଳ ହିନ୍ଦୋଳ	[909, 510, 1436, 556]
table-row: 7 କାଉଡା ଜଙ୍ଗା ମୁରୁମପଥର ଭଦାନ 39/12-13 କାଉଡା 838 1485/ 14340 1.16 Rs.51,000/- Rs.5,100/- ଉପଜିଲ୍ଲାପାଳ ହିନ୍ଦୋଳ	[909, 488, 1436, 511]
publication-name: ଧରିତ୍ରୀ	[38, 4, 90, 23]
paragraph: କୌଣସି କାରଣ ବଶତଃ ଉକ୍ତ ନିଲାମ ପ୍ରଥମ ଦିବସରେ ହୋଇ ନ ପାରିଲେ ତାହା ୨୮.୩.୧୨ରେ ପୂର୍ବ ସମୟ ଓ ସ୍ଥାନରେ ନିଲାମ କରାଯିବ ।	[373, 1241, 893, 1273]
table-row: 11 Best Editing A cash prize of & a Certificate of Honour Rs. 10,000/-	[368, 1824, 898, 1850]
table-row: (b) Director (b) A cash prize of & a Certificate of Honour to the Director (b) Rs. 10,000/-	[368, 2139, 898, 2165]
table-row: 47 କାଉଡା ଜଙ୍ଗା ମୁରୁମ ପଥର ଭଦାନ 44/12-13 କାଉଡା 838 1345 1.93 Rs.16,700/- 1,670/- ତହସିଲଦାର, ହିନ୍ଦୋଳ	[909, 1679, 1436, 1691]
table-row: 24* Best Dialogue Writer Award A cash prize of & a Certificate of Honour Rs. 15,000/-	[368, 2192, 898, 2218]
table-row: 26 ଦୁଗାଇଁ ଭିଟଲା ନଦୀ ବାଲି ଭଦାନ 20/12-13 ଦୁଗାଇଁ 1 1164 13.66 Rs.26,400/- Rs.2,640/- ତହସିଲଦାର, ହିନ୍ଦୋଳ	[909, 1084, 1436, 1096]
signatory: Sd./-(S.K. Das), Director, Culture	[744, 2559, 894, 2570]
list-item: 2. The bidder will have to obey the terms and conditions to be laid in the allotment order. if granted.	[391, 801, 714, 831]
column-number-row: ୧ ୨ ୩ ୪ ୫ ୬ ୭	[374, 1317, 893, 1338]
table-header-row: Year of Bid Minumum Bid Amount Security to be deposited	[374, 707, 714, 737]
column-number-row: 1 2 3 4 5 6 7 8 9 10	[909, 268, 1436, 280]
table-row: ୧. ନାକଟୀଦେଉଳ ନଦୀବାଲି ଖାଦନ ୧,୧୭,୦୧୦.୦୦ ୧୧,୭୦୧.୦୦ ୨୩.୩.୧୨ ତହସିଲ	[374, 1338, 893, 1359]
signatory: ତହସିଲଦାର, ହିନ୍ଦୋଳ	[1360, 2270, 1430, 2280]
table-row: 48 କାଉଡା ଜଙ୍ଗା ମୁରୁମ ପଥର ଭଦାନ 45/12-13 କାଉଡା 838 1818 10.15 Rs.33,200/- Rs.3,320/- ତହସିଲଦାର, ହିନ୍ଦୋଳ	[909, 1691, 1436, 1703]
table-row: 1 ରଙ୍ଗାମାଟିଆ ନଦୀପଠାର ବାଲି (ବ୍ଲ-୧) 3/12-13 ରଙ୍ଗାମାଟିଆ 352 365/6508 150 372 381 0.07 0.46 0.57 0.35 1.45 Rs.50,800/- Rs.5,080/- ଉପଜିଲ୍ଲାପାଳ ହିନ୍ଦୋଳ	[909, 280, 1436, 338]
table-row: 21 Best Educational/Children Film A cash prize of & a Certificate of Honour Rs. 20,000/-	[368, 2086, 898, 2112]
table-row: 2012-13 till 31st March 2013 Rs.5,000/- Rs.1,000/- (Rupees one thousand only)	[374, 737, 714, 767]
total-value: Rs. 5,00,000/-	[793, 2297, 898, 2311]
